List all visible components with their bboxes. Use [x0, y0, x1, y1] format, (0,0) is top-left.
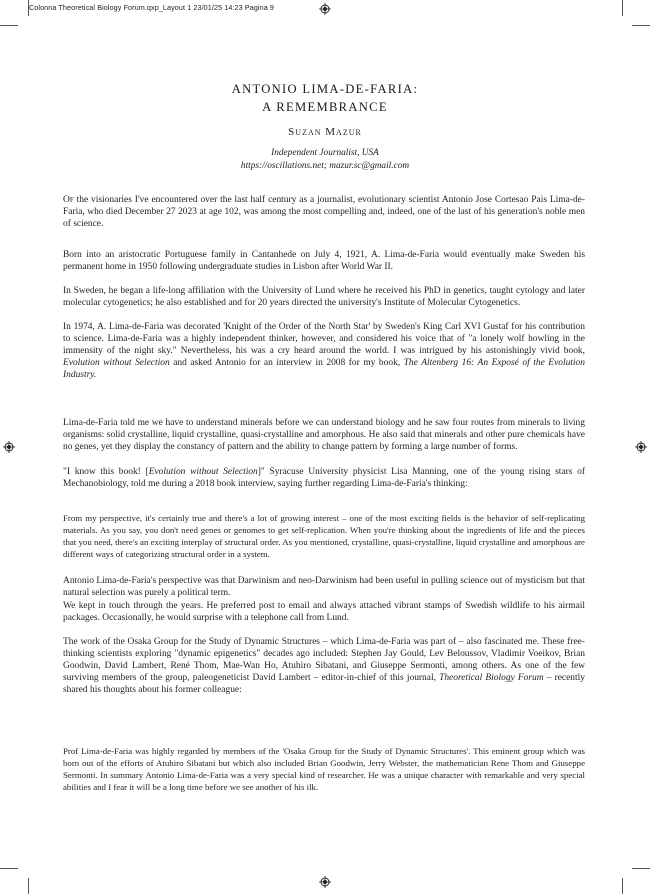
- paragraph-osaka-text-b: – recently shared his thoughts about his former colleague:: [63, 673, 585, 696]
- paragraph-osaka-text-a: The work of the Osaka Group for the Study of Dynamic Structures – which Lima-de-Faria was part of – also fascinated me. These free-thinking scientists exploring "dynamic epigenetics" decades ago included: Stephen Jay Gould, Lev Beloussov, Vladimir Voeikov, Brian Goodwin, David Lambert, René Thom, Mae-Wan Ho, Atuhiro Sibatani, and Giuseppe Sermonti, among others. As one of the few surviving members of the group, paleogeneticist David Lambert – editor-in-chief of this journal,: [63, 637, 585, 684]
- article-title-line-2: A REMEMBRANCE: [262, 100, 388, 114]
- paragraph-minerals: Lima-de-Faria told me we have to understand minerals before we can understand biology and he saw four routes from minerals to living organisms: solid crystalline, liquid crystalline, quasi-crystalline and amorphous. He also said that minerals and other pure chemicals have no genes, yet they display the constancy of pattern and the ability to change pattern by forming a large number of forms.: [63, 418, 585, 453]
- paragraph-knighthood: [63, 321, 585, 381]
- author-affiliation: Independent Journalist, USA: [271, 148, 379, 158]
- author-contact: https://oscillations.net; mazur.sc@gmail.com: [240, 161, 410, 171]
- registration-mark-bottom-icon: [319, 876, 331, 888]
- crop-mark-bottom-right: [622, 878, 623, 894]
- article-title-line-1: ANTONIO LIMA-DE-FARIA:: [231, 82, 419, 96]
- paragraph-correspondence: We kept in touch through the years. He preferred post to email and always attached vibrant stamps of Swedish wildlife to his airmail packages. Occasionally, he would surprise with a telephone call from Lund.: [63, 601, 585, 624]
- crop-mark-top-left: [28, 0, 29, 16]
- crop-mark-left-top: [0, 25, 18, 26]
- paragraph-darwinism: Antonio Lima-de-Faria's perspective was that Darwinism and neo-Darwinism had been useful in pulling science out of mysticism but that natural selection was purely a political term.: [63, 576, 585, 599]
- book-title-altenberg-16: The Altenberg 16: An Exposé of the Evolution Industry.: [63, 358, 585, 381]
- crop-mark-bottom-left: [28, 878, 29, 894]
- paragraph-manning-text-b: ]" Syracuse University physicist Lisa Manning, one of the young rising stars of Mechanobiology, told me during a 2018 book interview, saying further regarding Lima-de-Faria's thinking:: [63, 467, 585, 490]
- paragraph-knighthood-text-b: and asked Antonio for an interview in 2008 for my book,: [169, 358, 404, 369]
- paragraph-knighthood-text-a: In 1974, A. Lima-de-Faria was decorated 'Knight of the Order of the North Star' by Sweden's King Carl XVI Gustaf for his contribution to science. Lima-de-Faria was a highly independent thinker, however, and considered his voice that of "a lonely wolf howling in the immensity of the night sky." Nevertheless, his was a cry heard around the world. I was intrigued by his astonishingly vivid book,: [63, 322, 585, 357]
- author-name: Suzan Mazur: [288, 126, 362, 138]
- quote-manning: From my perspective, it's certainly true and there's a lot of growing interest – one of the most exciting fields is the behavior of self-replicating materials. As you say, you don't need genes or genomes to get self-replication. When you're thinking about the ingredients of life and the pieces that you need, there's an exciting interplay of structural order. As you mentioned, crystalline, quasi-crystalline, liquid crystalline and amorphous are different ways of categorizing structural order in a system.: [63, 513, 585, 559]
- paragraph-manning: [63, 466, 585, 490]
- crop-mark-left-bottom: [0, 868, 18, 869]
- paragraph-birth: Born into an aristocratic Portuguese family in Cantanhede on July 4, 1921, A. Lima-de-Faria would eventually make Sweden his permanent home in 1950 following undergraduate studies in Lisbon after World War II.: [63, 250, 585, 273]
- quote-lambert: Prof Lima-de-Faria was highly regarded by members of the 'Osaka Group for the Study of Dynamic Structures'. This eminent group which was born out of the efforts of Atuhiro Sibatani but which also included Brian Goodwin, Jerry Webster, the mathematician Rene Thom and Giuseppe Sermonti. In summary Antonio Lima-de-Faria was a very special kind of researcher. He was a unique character with remarkable and very special abilities and I fear it will be a long time before we see another of his ilk.: [63, 746, 585, 792]
- paragraph-manning-text-a: "I know this book! [: [63, 467, 149, 477]
- book-title-evolution-without-selection: Evolution without Selection: [63, 358, 170, 369]
- paragraph-intro: [63, 194, 585, 230]
- registration-mark-right-icon: [635, 441, 647, 453]
- book-title-evolution-without-selection-2: Evolution without Selection: [148, 467, 258, 477]
- paragraph-sweden: In Sweden, he began a life-long affiliation with the University of Lund where he received his PhD in genetics, taught cytology and later molecular cytogenetics; he also established and for 20 years directed the university's Institute of Molecular Cytogenetics.: [63, 286, 585, 309]
- crop-mark-top-right: [622, 0, 623, 16]
- paragraph-intro-text: the visionaries I've encountered over the last half century as a journalist, evolutionary scientist Antonio Jose Cortesao Pais Lima-de-Faria, who died December 27 2023 at age 102, was among the most compelling and, indeed, one of the last of his generation's noble men of science.: [63, 195, 585, 230]
- registration-mark-left-icon: [3, 441, 15, 453]
- journal-title: Theoretical Biology Forum: [439, 673, 544, 684]
- printer-slug: Colonna Theoretical Biology Forum.qxp_Layout 1 23/01/25 14:23 Pagina 9: [29, 3, 275, 12]
- registration-mark-top-icon: [319, 3, 331, 15]
- crop-mark-right-top: [632, 25, 650, 26]
- paragraph-osaka-group: [63, 636, 585, 696]
- crop-mark-right-bottom: [632, 868, 650, 869]
- paragraph-intro-smallcaps: Of: [63, 195, 74, 205]
